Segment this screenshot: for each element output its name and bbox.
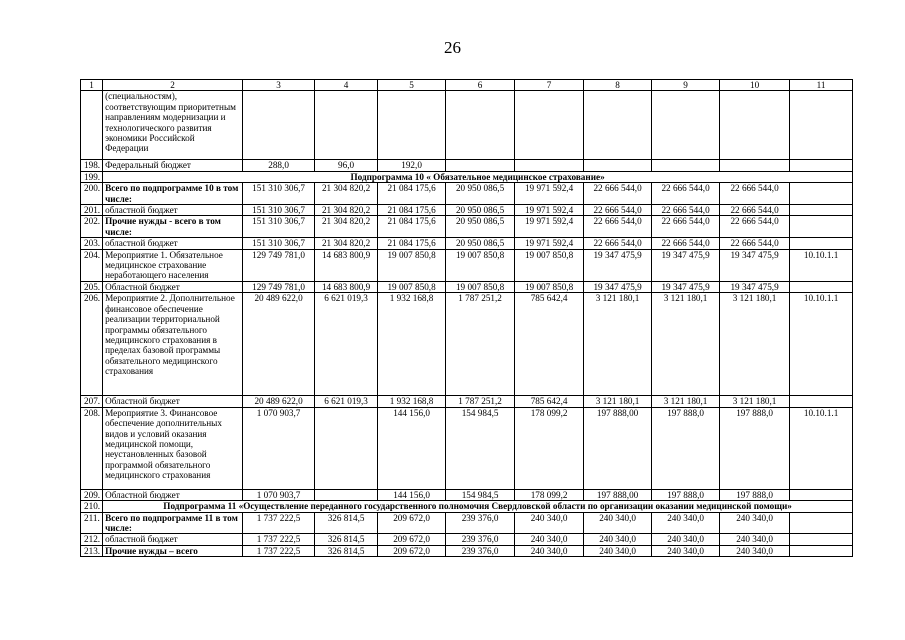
column-number: 4 [315,80,378,91]
value-cell [720,91,790,160]
table-row [81,281,853,292]
column-number: 1 [81,80,103,91]
value-cell: 19 347 475,9 [652,281,720,292]
value-cell: 3 121 180,1 [720,293,790,396]
target-code [790,238,853,249]
value-cell: 129 749 781,0 [243,249,315,281]
column-number: 9 [652,80,720,91]
value-cell: 144 156,0 [378,489,446,500]
target-code: 10.10.1.1 [790,293,853,396]
row-index: 212. [81,534,103,545]
table-row [81,183,853,205]
value-cell [584,160,652,171]
row-index: 201. [81,205,103,216]
table-row [81,216,853,238]
value-cell: 22 666 544,0 [652,183,720,205]
value-cell: 1 737 222,5 [243,534,315,545]
value-cell: 151 310 306,7 [243,216,315,238]
value-cell: 151 310 306,7 [243,205,315,216]
value-cell: 240 340,0 [652,512,720,534]
value-cell [720,160,790,171]
value-cell [652,91,720,160]
value-cell: 6 621 019,3 [315,293,378,396]
row-name: Мероприятие 3. Финансовое обеспечение дополнительных видов и условий оказания медицинской помощи, неустановленных базовой программой обязательного медицинского страхования [103,407,243,489]
target-code [790,534,853,545]
column-number: 8 [584,80,652,91]
value-cell: 326 814,5 [315,545,378,556]
value-cell: 14 683 800,9 [315,249,378,281]
row-index: 208. [81,407,103,489]
value-cell: 21 304 820,2 [315,183,378,205]
row-name: областной бюджет [103,238,243,249]
column-number: 5 [378,80,446,91]
column-number: 7 [515,80,584,91]
value-cell: 326 814,5 [315,512,378,534]
value-cell: 1 070 903,7 [243,407,315,489]
target-code: 10.10.1.1 [790,407,853,489]
value-cell: 22 666 544,0 [720,216,790,238]
table-row [81,205,853,216]
value-cell: 1 737 222,5 [243,545,315,556]
column-number: 6 [446,80,515,91]
row-name: Прочие нужды - всего в том числе: [103,216,243,238]
row-name: Областной бюджет [103,396,243,407]
value-cell: 22 666 544,0 [584,205,652,216]
section-header-row [81,501,853,512]
value-cell: 19 347 475,9 [652,249,720,281]
target-code: 10.10.1.1 [790,249,853,281]
row-index [81,91,103,160]
value-cell: 239 376,0 [446,545,515,556]
value-cell: 19 007 850,8 [378,249,446,281]
value-cell: 1 932 168,8 [378,396,446,407]
value-cell: 22 666 544,0 [720,238,790,249]
row-index: 203. [81,238,103,249]
value-cell: 240 340,0 [720,534,790,545]
value-cell: 20 950 086,5 [446,183,515,205]
value-cell: 129 749 781,0 [243,281,315,292]
value-cell: 20 489 622,0 [243,293,315,396]
value-cell: 22 666 544,0 [652,216,720,238]
value-cell [315,489,378,500]
value-cell: 240 340,0 [584,512,652,534]
value-cell [446,91,515,160]
row-name: областной бюджет [103,205,243,216]
value-cell: 288,0 [243,160,315,171]
value-cell: 197 888,0 [652,407,720,489]
target-code [790,205,853,216]
value-cell: 19 007 850,8 [446,281,515,292]
value-cell: 785 642,4 [515,293,584,396]
value-cell: 209 672,0 [378,534,446,545]
value-cell: 20 950 086,5 [446,238,515,249]
value-cell: 22 666 544,0 [720,205,790,216]
table-row [81,396,853,407]
value-cell: 240 340,0 [652,534,720,545]
target-code [790,489,853,500]
value-cell: 1 787 251,2 [446,396,515,407]
column-number: 2 [103,80,243,91]
row-index: 213. [81,545,103,556]
value-cell: 3 121 180,1 [652,293,720,396]
value-cell: 3 121 180,1 [720,396,790,407]
target-code [790,160,853,171]
value-cell: 21 304 820,2 [315,216,378,238]
value-cell [515,160,584,171]
column-number-row [81,80,853,91]
target-code [790,545,853,556]
value-cell: 6 621 019,3 [315,396,378,407]
value-cell: 22 666 544,0 [652,205,720,216]
row-name: Прочие нужды – всего [103,545,243,556]
value-cell: 22 666 544,0 [652,238,720,249]
value-cell: 1 787 251,2 [446,293,515,396]
value-cell: 197 888,00 [584,489,652,500]
value-cell: 3 121 180,1 [584,396,652,407]
column-number: 3 [243,80,315,91]
value-cell: 240 340,0 [515,534,584,545]
value-cell: 20 950 086,5 [446,205,515,216]
value-cell: 154 984,5 [446,407,515,489]
table-row [81,534,853,545]
value-cell: 178 099,2 [515,489,584,500]
value-cell: 209 672,0 [378,512,446,534]
value-cell: 19 971 592,4 [515,238,584,249]
value-cell [243,91,315,160]
value-cell: 197 888,0 [720,407,790,489]
budget-table [80,79,853,557]
value-cell: 197 888,0 [652,489,720,500]
row-name: областной бюджет [103,534,243,545]
row-name: Всего по подпрограмме 10 в том числе: [103,183,243,205]
row-name: Мероприятие 1. Обязательное медицинское страхование неработающего населения [103,249,243,281]
value-cell: 21 084 175,6 [378,205,446,216]
value-cell: 22 666 544,0 [584,183,652,205]
value-cell: 20 489 622,0 [243,396,315,407]
row-index: 200. [81,183,103,205]
value-cell [584,91,652,160]
value-cell: 14 683 800,9 [315,281,378,292]
section-title: Подпрограмма 11 «Осуществление переданного государственного полномочия Свердловской области по организации оказании медицинской помощи» [103,501,853,512]
table-row [81,407,853,489]
value-cell: 22 666 544,0 [720,183,790,205]
value-cell: 240 340,0 [720,512,790,534]
value-cell: 22 666 544,0 [584,216,652,238]
value-cell: 1 070 903,7 [243,489,315,500]
row-name: (специальностям), соответствующим приоритетным направлениям модернизации и технологического развития экономики Российской Федерации [103,91,243,160]
target-code [790,183,853,205]
value-cell: 19 007 850,8 [378,281,446,292]
value-cell: 178 099,2 [515,407,584,489]
table-row [81,293,853,396]
table-row [81,512,853,534]
table-row [81,545,853,556]
target-code [790,91,853,160]
value-cell: 21 084 175,6 [378,183,446,205]
value-cell [652,160,720,171]
value-cell: 785 642,4 [515,396,584,407]
row-index: 206. [81,293,103,396]
row-index: 209. [81,489,103,500]
value-cell: 19 347 475,9 [720,249,790,281]
value-cell: 151 310 306,7 [243,183,315,205]
value-cell: 21 304 820,2 [315,205,378,216]
value-cell [515,91,584,160]
value-cell: 96,0 [315,160,378,171]
value-cell: 19 971 592,4 [515,216,584,238]
value-cell: 19 007 850,8 [515,281,584,292]
value-cell: 240 340,0 [584,534,652,545]
value-cell [315,407,378,489]
value-cell: 19 347 475,9 [584,249,652,281]
section-header-row [81,171,853,182]
value-cell: 240 340,0 [584,545,652,556]
table-row [81,249,853,281]
value-cell [378,91,446,160]
table-row [81,160,853,171]
target-code [790,216,853,238]
value-cell: 240 340,0 [515,512,584,534]
value-cell [446,160,515,171]
value-cell: 19 007 850,8 [446,249,515,281]
value-cell: 19 007 850,8 [515,249,584,281]
value-cell: 197 888,0 [720,489,790,500]
value-cell: 239 376,0 [446,534,515,545]
target-code [790,281,853,292]
row-index: 207. [81,396,103,407]
table-row [81,238,853,249]
value-cell: 21 084 175,6 [378,216,446,238]
value-cell: 151 310 306,7 [243,238,315,249]
value-cell: 3 121 180,1 [584,293,652,396]
value-cell: 19 347 475,9 [720,281,790,292]
value-cell: 22 666 544,0 [584,238,652,249]
column-number: 10 [720,80,790,91]
value-cell: 192,0 [378,160,446,171]
row-index: 205. [81,281,103,292]
table-row [81,91,853,160]
value-cell: 21 304 820,2 [315,238,378,249]
value-cell: 240 340,0 [720,545,790,556]
value-cell: 19 971 592,4 [515,205,584,216]
row-index: 202. [81,216,103,238]
value-cell: 144 156,0 [378,407,446,489]
value-cell: 240 340,0 [652,545,720,556]
row-index: 198. [81,160,103,171]
row-index: 211. [81,512,103,534]
value-cell: 240 340,0 [515,545,584,556]
row-index: 199. [81,171,103,182]
value-cell [315,91,378,160]
row-name: Областной бюджет [103,489,243,500]
value-cell: 1 932 168,8 [378,293,446,396]
value-cell: 197 888,00 [584,407,652,489]
target-code [790,512,853,534]
table-row [81,489,853,500]
target-code [790,396,853,407]
row-name: Мероприятие 2. Дополнительное финансовое обеспечение реализации территориальной программы обязательного медицинского страхования в пределах базовой программы обязательного медицинского страхования [103,293,243,396]
value-cell: 326 814,5 [315,534,378,545]
value-cell: 154 984,5 [446,489,515,500]
value-cell: 19 971 592,4 [515,183,584,205]
row-name: Всего по подпрограмме 11 в том числе: [103,512,243,534]
section-title: Подпрограмма 10 « Обязательное медицинское страхование» [103,171,853,182]
value-cell: 209 672,0 [378,545,446,556]
value-cell: 21 084 175,6 [378,238,446,249]
row-index: 210. [81,501,103,512]
value-cell: 3 121 180,1 [652,396,720,407]
column-number: 11 [790,80,853,91]
row-name: Федеральный бюджет [103,160,243,171]
row-name: Областной бюджет [103,281,243,292]
value-cell: 239 376,0 [446,512,515,534]
value-cell: 19 347 475,9 [584,281,652,292]
value-cell: 20 950 086,5 [446,216,515,238]
page-number: 26 [444,38,461,57]
row-index: 204. [81,249,103,281]
value-cell: 1 737 222,5 [243,512,315,534]
